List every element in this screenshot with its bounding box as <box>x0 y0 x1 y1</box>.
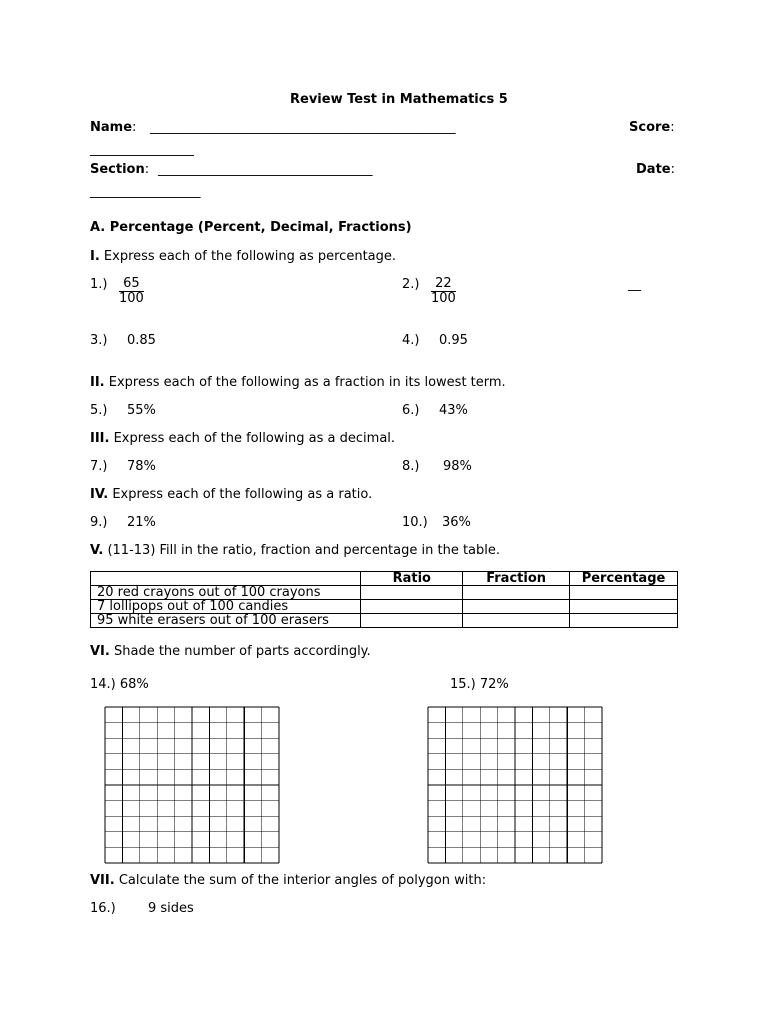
table-row <box>91 614 678 628</box>
item-number: 2.) <box>402 277 420 292</box>
item-value: 55% <box>127 403 156 418</box>
part1-instruction <box>90 249 396 264</box>
section-line[interactable]: _________________________________ <box>158 162 373 177</box>
section-a-heading: A. Percentage (Percent, Decimal, Fractions) <box>90 220 412 235</box>
item-number: 4.) <box>402 333 420 348</box>
answer-cell[interactable] <box>570 600 678 614</box>
table-row-label: 20 red crayons out of 100 crayons <box>91 586 361 600</box>
item-value: 0.85 <box>127 333 156 348</box>
part7-roman: VII. <box>90 873 115 888</box>
name-row <box>90 120 136 135</box>
stray-underline: __ <box>628 277 641 292</box>
numerator: 22 <box>431 277 456 292</box>
date-label: Date <box>636 162 671 177</box>
table-header-row <box>91 572 678 586</box>
table-header-cell: Fraction <box>463 572 570 586</box>
score-colon: : <box>670 120 675 135</box>
part1-roman: I. <box>90 249 100 264</box>
hundred-grid-14[interactable] <box>104 706 280 864</box>
date-label-row <box>636 162 675 177</box>
page-title: Review Test in Mathematics 5 <box>290 92 508 107</box>
answer-cell[interactable] <box>570 586 678 600</box>
item-value: 21% <box>127 515 156 530</box>
item-value: 43% <box>439 403 468 418</box>
table-row <box>91 586 678 600</box>
item-value: 9 sides <box>148 901 194 916</box>
name-line[interactable]: _______________________________________________ <box>150 120 456 135</box>
ratio-table <box>90 571 678 628</box>
item-number: 16.) <box>90 901 116 916</box>
table-row <box>91 600 678 614</box>
table-row-label: 7 lollipops out of 100 candies <box>91 600 361 614</box>
section-colon: : <box>144 162 150 177</box>
denominator: 100 <box>431 291 456 306</box>
item-value: 36% <box>442 515 471 530</box>
item-number: 7.) <box>90 459 108 474</box>
part7-instruction <box>90 873 486 888</box>
part5-roman: V. <box>90 543 104 558</box>
part2-roman: II. <box>90 375 105 390</box>
part4-text: Express each of the following as a ratio. <box>112 487 373 502</box>
hundred-grid-15[interactable] <box>427 706 603 864</box>
item-number: 5.) <box>90 403 108 418</box>
item-number: 6.) <box>402 403 420 418</box>
part3-roman: III. <box>90 431 110 446</box>
item-number: 1.) <box>90 277 108 292</box>
item-value: 0.95 <box>439 333 468 348</box>
table-header-cell <box>91 572 361 586</box>
part3-instruction <box>90 431 395 446</box>
denominator: 100 <box>119 291 144 306</box>
table-header-cell: Ratio <box>361 572 463 586</box>
answer-cell[interactable] <box>361 614 463 628</box>
part3-text: Express each of the following as a decimal. <box>113 431 396 446</box>
score-label: Score <box>629 120 671 135</box>
part4-instruction <box>90 487 372 502</box>
part2-text: Express each of the following as a fraction in its lowest term. <box>108 375 506 390</box>
item-value: 98% <box>443 459 472 474</box>
name-colon: : <box>132 120 137 135</box>
answer-cell[interactable] <box>463 600 570 614</box>
answer-cell[interactable] <box>463 614 570 628</box>
section-row <box>90 162 149 177</box>
grid-label-15: 15.) 72% <box>450 677 509 692</box>
item-number: 9.) <box>90 515 108 530</box>
answer-cell[interactable] <box>361 586 463 600</box>
part5-text: (11-13) Fill in the ratio, fraction and percentage in the table. <box>107 543 501 558</box>
item-number: 10.) <box>402 515 428 530</box>
answer-cell[interactable] <box>361 600 463 614</box>
section-label: Section <box>90 162 145 177</box>
part6-roman: VI. <box>90 644 110 659</box>
part1-text: Express each of the following as percentage. <box>103 249 397 264</box>
fraction-65-100 <box>119 277 144 306</box>
score-label-row <box>629 120 675 135</box>
part5-instruction <box>90 543 500 558</box>
table-row-label: 95 white erasers out of 100 erasers <box>91 614 361 628</box>
date-line[interactable]: _________________ <box>90 184 201 199</box>
answer-cell[interactable] <box>570 614 678 628</box>
name-label: Name <box>90 120 133 135</box>
part6-instruction <box>90 644 371 659</box>
part6-text: Shade the number of parts accordingly. <box>113 644 371 659</box>
table-header-cell: Percentage <box>570 572 678 586</box>
numerator: 65 <box>119 277 144 292</box>
answer-cell[interactable] <box>463 586 570 600</box>
item-value: 78% <box>127 459 156 474</box>
item-number: 3.) <box>90 333 108 348</box>
date-colon: : <box>670 162 675 177</box>
score-line[interactable]: ________________ <box>90 142 194 157</box>
part2-instruction <box>90 375 506 390</box>
item-number: 8.) <box>402 459 420 474</box>
grid-label-14: 14.) 68% <box>90 677 149 692</box>
fraction-22-100 <box>431 277 456 306</box>
part4-roman: IV. <box>90 487 109 502</box>
part7-text: Calculate the sum of the interior angles of polygon with: <box>118 873 487 888</box>
